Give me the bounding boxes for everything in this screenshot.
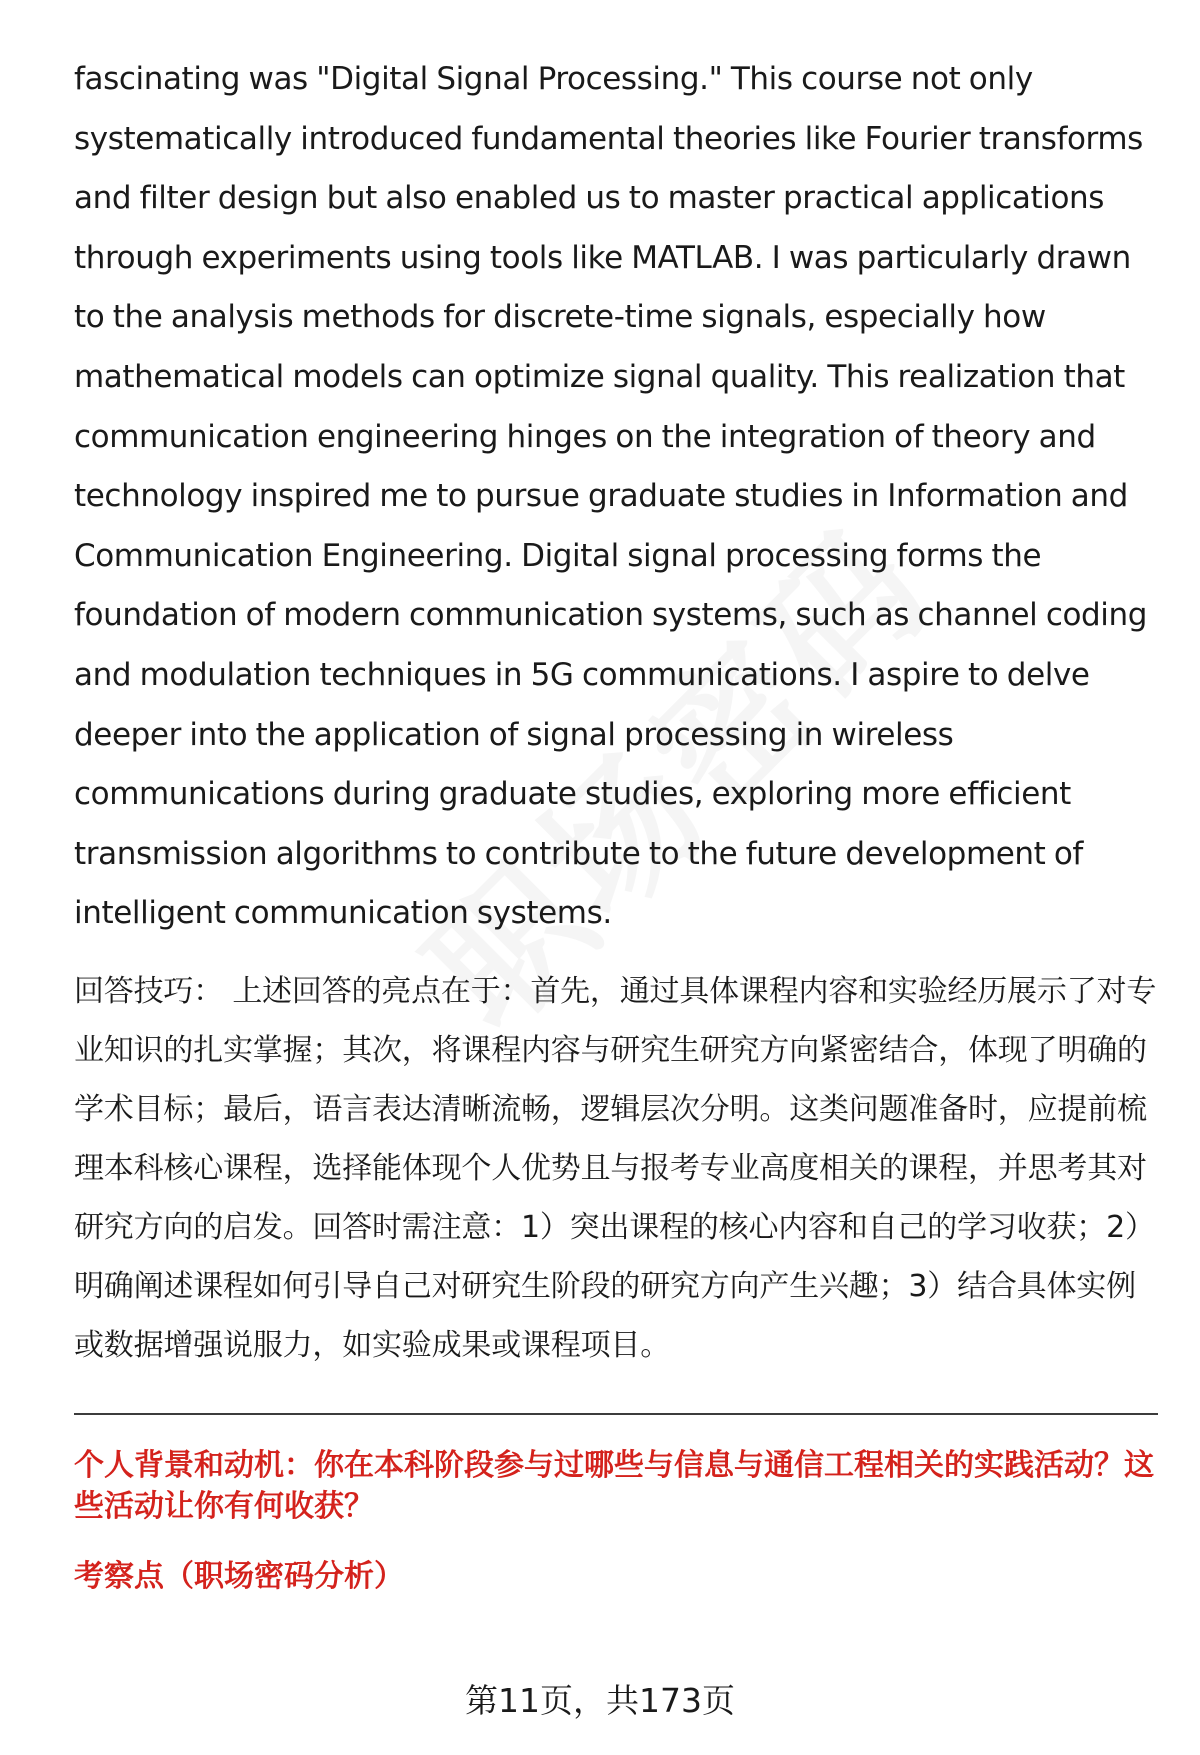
section-title: 考察点（职场密码分析）	[74, 1558, 404, 1594]
page-number: 第11页，共173页	[465, 1681, 735, 1720]
answer-paragraph: fascinating was "Digital Signal Processing." This course not only systematically introduced fundamental theories like Fourier transforms and filter design but also enabled us to master practical applications through experiments using tools like MATLAB. I was particularly drawn to the analysis methods for discrete-time signals, especially how mathematical models can optimize signal quality. This realization that communication engineering hinges on the integration of theory and technology inspired me to pursue graduate studies in Information and Communication Engineering. Digital signal processing forms the foundation of modern communication systems, such as channel coding and modulation techniques in 5G communications. I aspire to delve deeper into the application of signal processing in wireless communications during graduate studies, exploring more efficient transmission algorithms to contribute to the future development of intelligent communication systems.	[74, 61, 1148, 932]
answer-tips-paragraph: 回答技巧： 上述回答的亮点在于：首先，通过具体课程内容和实验经历展示了对专业知识的扎实掌握；其次，将课程内容与研究生研究方向紧密结合，体现了明确的学术目标；最后，语言表达清晰流畅，逻辑层次分明。这类问题准备时，应提前梳理本科核心课程，选择能体现个人优势且与报考专业高度相关的课程，并思考其对研究方向的启发。回答时需注意：1）突出课程的核心内容和自己的学习收获；2）明确阐述课程如何引导自己对研究生阶段的研究方向产生兴趣；3）结合具体实例或数据增强说服力，如实验成果或课程项目。	[74, 973, 1157, 1363]
question-heading: 个人背景和动机：你在本科阶段参与过哪些与信息与通信工程相关的实践活动？这些活动让你有何收获？	[74, 1447, 1154, 1524]
section-divider	[74, 1413, 1158, 1415]
page-content	[74, 50, 1158, 1597]
